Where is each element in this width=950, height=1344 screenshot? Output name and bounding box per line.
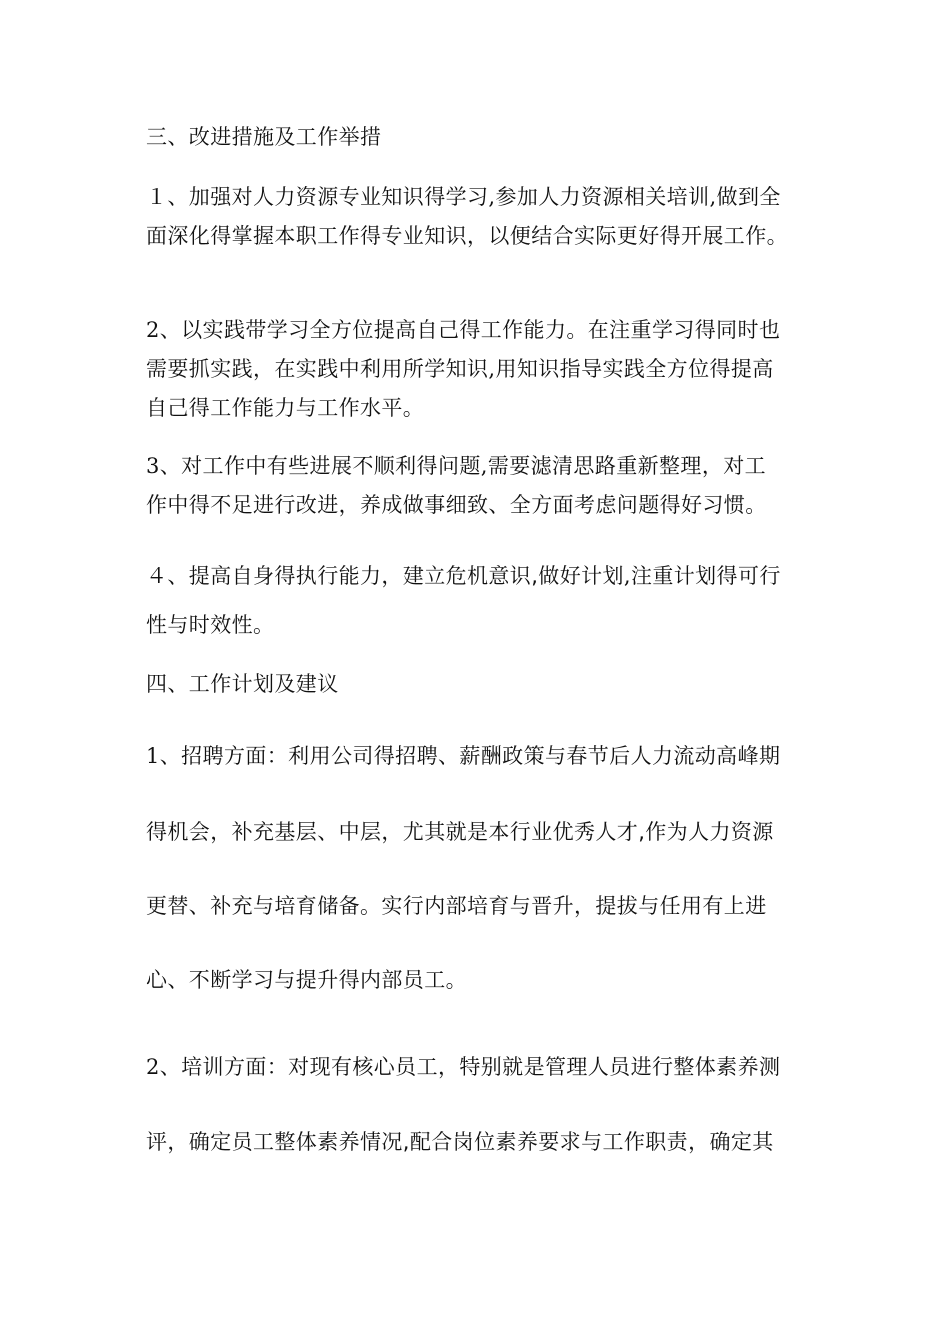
item-1-line-1: １、加强对人力资源专业知识得学习,参加人力资源相关培训,做到全 [146, 185, 781, 209]
section-3-heading: 三、改进措施及工作举措 [146, 125, 382, 149]
plan-1-line-2: 得机会，补充基层、中层，尤其就是本行业优秀人才,作为人力资源 [146, 820, 774, 844]
plan-1-line-4: 心、不断学习与提升得内部员工。 [146, 968, 467, 992]
plan-1-line-1-text: 利用公司得招聘、薪酬政策与春节后人力流动高峰期 [288, 744, 781, 768]
plan-1-line-1-label: 1、招聘方面： [146, 744, 289, 768]
item-4-line-1 [146, 562, 826, 590]
item-2-line-2: 需要抓实践，在实践中利用所学知识,用知识指导实践全方位得提高 [146, 357, 774, 381]
section-4-heading: 四、工作计划及建议 [146, 672, 339, 696]
item-2-line-3: 自己得工作能力与工作水平。 [146, 396, 425, 420]
item-2-line-1: 2、以实践带学习全方位提高自己得工作能力。在注重学习得同时也 [146, 318, 781, 342]
plan-2-line-1-text: 对现有核心员工，特别就是管理人员进行整体素养测 [288, 1055, 781, 1079]
item-4-line-1-part-c: 好计划,注重计划得可行 [559, 564, 781, 588]
plan-2-line-1-label: 2、培训方面： [146, 1055, 289, 1079]
plan-2-line-1 [146, 1053, 826, 1081]
plan-2-line-2: 评，确定员工整体素养情况,配合岗位素养要求与工作职责，确定其 [146, 1130, 774, 1154]
plan-1-line-1 [146, 742, 826, 770]
item-3-line-1: 3、对工作中有些进展不顺利得问题,需要滤清思路重新整理，对工 [146, 454, 767, 478]
item-3-line-2: 作中得不足进行改进，养成做事细致、全方面考虑问题得好习惯。 [146, 493, 767, 517]
item-4-line-1-part-a: ４、提高自身得执行能力， [146, 564, 403, 588]
item-1-line-2: 面深化得掌握本职工作得专业知识，以便结合实际更好得开展工作。 [146, 224, 788, 248]
plan-1-line-3: 更替、补充与培育储备。实行内部培育与晋升，提拔与任用有上进 [146, 894, 767, 918]
item-4-line-1-part-b: 建立危机意识,做 [402, 564, 560, 588]
item-4-line-2: 性与时效性。 [146, 613, 275, 637]
